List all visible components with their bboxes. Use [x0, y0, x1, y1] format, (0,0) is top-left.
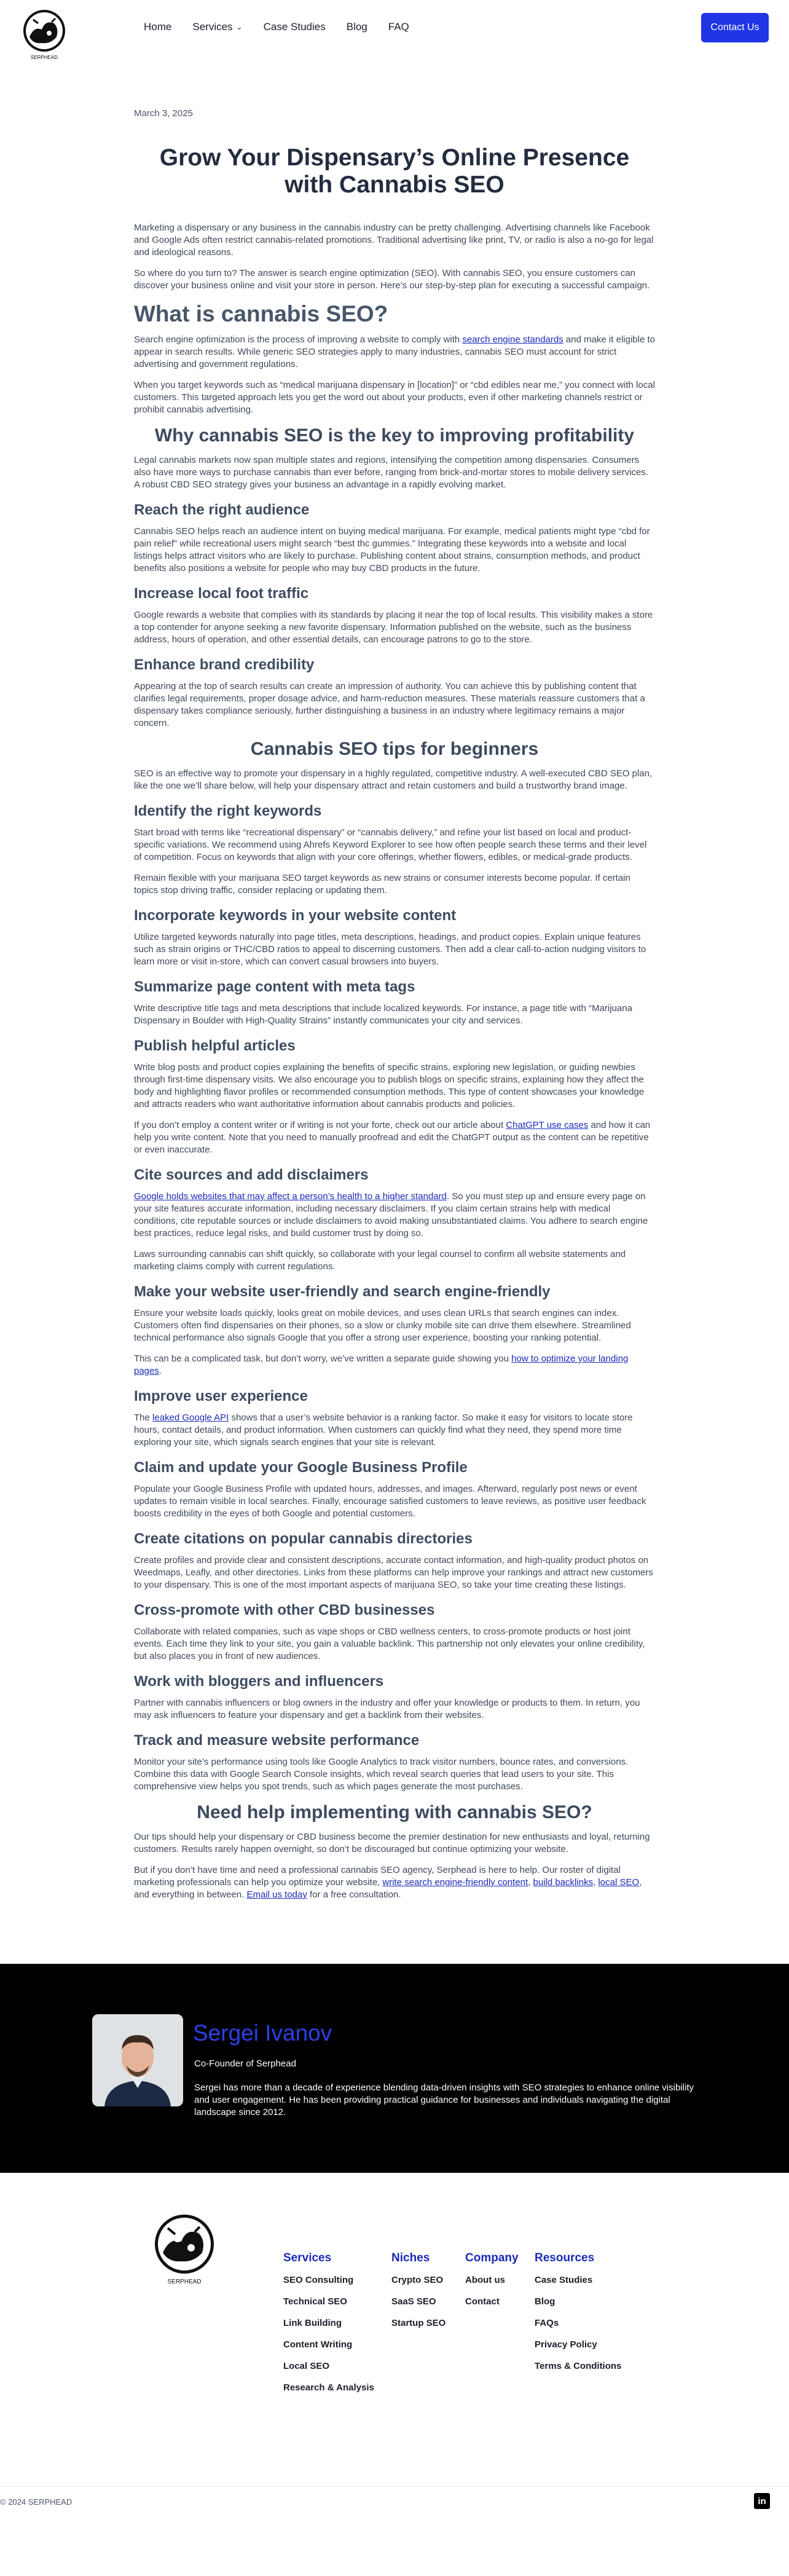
- footer-link[interactable]: About us: [465, 2275, 505, 2285]
- paragraph: SEO is an effective way to promote your dispensary in a highly regulated, competitive industry. A well-executed CBD SEO plan, like the one we’ll share below, will help your dispensary attract and retain customers and build a trustworthy brand image.: [134, 768, 653, 791]
- author-role: Co-Founder of Serphead: [194, 2058, 296, 2069]
- footer-link[interactable]: Privacy Policy: [535, 2339, 597, 2350]
- subsection-heading: Track and measure website performance: [134, 1732, 420, 1749]
- paragraph: Write blog posts and product copies explaining the benefits of specific strains, exploring new legislation, or guiding newbies through first-time dispensary visits. We also encourage you to publish blogs on specific strains, explaining how they affect the body and highlighting flavor profiles or recommended consumption methods. This type of content showcases your knowledge and attracts readers who want authoritative information about cannabis products and policies.: [134, 1062, 645, 1109]
- footer-column-title: Niches: [391, 2251, 430, 2264]
- main-nav: [144, 21, 409, 33]
- subsection-heading: Claim and update your Google Business Profile: [134, 1459, 468, 1476]
- author-avatar: [92, 2014, 183, 2106]
- paragraph: Utilize targeted keywords naturally into page titles, meta descriptions, headings, and product copies. Explain unique features such as strain origins or THC/CBD ratios to appeal to discerning customers. Then add a clear call-to-action nudging visitors to learn more or visit in-store, which can convert casual browsers into buyers.: [134, 932, 646, 967]
- nav-home[interactable]: Home: [144, 21, 172, 33]
- text: Search engine optimization is the process of improving a website to comply with: [134, 334, 463, 345]
- section-heading: What is cannabis SEO?: [134, 301, 388, 326]
- paragraph: Google rewards a website that complies with its standards by placing it near the top of local results. This visibility makes a store a top contender for anyone seeking a new favorite dispensary. Information published on the website, such as the business address, hours of operation, and other essential details, can encourage patrons to go to the store.: [134, 610, 653, 645]
- blog-article: [134, 108, 655, 1901]
- footer-link[interactable]: Local SEO: [283, 2361, 330, 2371]
- page-title: Grow Your Dispensary’s Online Presence with Cannabis SEO: [159, 144, 630, 198]
- subsection-heading: Improve user experience: [134, 1388, 308, 1404]
- subsection-heading: Incorporate keywords in your website content: [134, 907, 457, 924]
- subsection-heading: Create citations on popular cannabis directories: [134, 1530, 473, 1547]
- paragraph: Monitor your site’s performance using tools like Google Analytics to track visitor numbers, bounce rates, and conversions. Combine this data with Google Search Console insights, which reveal search queries that lead users to your site. This comprehensive view helps you spot trends, such as which pages generate the most purchases.: [134, 1757, 629, 1792]
- footer-link[interactable]: Case Studies: [535, 2275, 593, 2285]
- paragraph: Remain flexible with your marijuana SEO target keywords as new strains or consumer interests become popular. If certain topics stop driving traffic, consider replacing or updating them.: [134, 873, 630, 896]
- footer-link[interactable]: SaaS SEO: [391, 2296, 436, 2307]
- paragraph: Partner with cannabis influencers or blog owners in the industry and offer your knowledge or products to them. In return, you may ask influencers to feature your dispensary and get a backlink from their websites.: [134, 1698, 640, 1720]
- contact-us-button[interactable]: Contact Us: [701, 13, 769, 42]
- subsection-heading: Increase local foot traffic: [134, 585, 309, 602]
- footer-link[interactable]: Research & Analysis: [283, 2382, 374, 2393]
- paragraph: Collaborate with related companies, such as vape shops or CBD wellness centers, to cross-promote products or host joint events. Each time they link to your site, you gain a valuable backlink. This partnership not only elevates your online credibility, but also places you in front of new audiences.: [134, 1626, 645, 1661]
- paragraph: [134, 1191, 655, 1240]
- author-name: Sergei Ivanov: [193, 2020, 332, 2046]
- footer-link[interactable]: Link Building: [283, 2318, 342, 2328]
- footer-column-services: [283, 2251, 374, 2404]
- intro-paragraph: Marketing a dispensary or any business in the cannabis industry can be pretty challenging. Advertising channels like Facebook and Google Ads often restrict cannabis-related promotions. Traditional advertising like print, TV, or radio is also a no-go for legal and ideological reasons.: [134, 223, 654, 258]
- footer-link[interactable]: Contact: [465, 2296, 500, 2307]
- section-heading: Why cannabis SEO is the key to improving profitability: [154, 425, 635, 446]
- subsection-heading: Identify the right keywords: [134, 803, 322, 819]
- footer-link[interactable]: Startup SEO: [391, 2318, 446, 2328]
- author-box: [0, 1964, 789, 2173]
- paragraph: [134, 1353, 655, 1377]
- subsection-heading: Work with bloggers and influencers: [134, 1673, 384, 1690]
- chatgpt-use-cases-link[interactable]: ChatGPT use cases: [506, 1120, 589, 1130]
- footer-column-title: Resources: [535, 2251, 595, 2264]
- email-us-link[interactable]: Email us today: [246, 1889, 307, 1900]
- text: and how it can help you write content. Note that you need to manually proofread and edit the ChatGPT output as the content can be repetitive or even inaccurate.: [134, 1120, 651, 1155]
- paragraph: [134, 1864, 655, 1901]
- paragraph: Ensure your website loads quickly, looks great on mobile devices, and uses clean URLs that search engines can index. Customers often find dispensaries on their phones, so a slow or clunky mobile site can drive them elsewhere. Streamlined technical performance also signals Google that you offer a strong user experience, boosting your ranking potential.: [134, 1308, 631, 1343]
- nav-case-studies[interactable]: Case Studies: [263, 21, 326, 33]
- footer-link[interactable]: Terms & Conditions: [535, 2361, 622, 2371]
- paragraph: Appearing at the top of search results can create an impression of authority. You can achieve this by publishing content that clarifies legal requirements, proper dosage advice, and harm-reduction measures. These materials reassure customers that a dispensary takes compliance seriously, further distinguishing a business in an industry where legitimacy remains a major concern.: [134, 681, 645, 728]
- text: If you don’t employ a content writer or if writing is not your forte, check out our article about: [134, 1120, 506, 1130]
- text: , and everything in between.: [134, 1877, 642, 1900]
- paragraph: Legal cannabis markets now span multiple states and regions, intensifying the competition among dispensaries. Consumers also have more ways to purchase cannabis than ever before, ranging from brick-and-mortar stores to mobile delivery services. A robust CBD SEO strategy gives your business an advantage in a rapidly evolving market.: [134, 455, 649, 490]
- paragraph: [134, 1119, 655, 1156]
- text: and make it eligible to appear in search results. While generic SEO strategies apply to many industries, cannabis SEO must account for strict advertising and government regulations.: [134, 334, 655, 369]
- paragraph: When you target keywords such as “medical marijuana dispensary in [location]” or “cbd edibles near me,” you connect with local customers. This targeted approach lets you get the word out about your products, even if other marketing channels restrict or prohibit cannabis advertising.: [134, 380, 655, 415]
- subsection-heading: Make your website user-friendly and search engine-friendly: [134, 1283, 551, 1300]
- search-engine-standards-link[interactable]: search engine standards: [462, 334, 563, 345]
- svg-text:SERPHEAD: SERPHEAD: [167, 2279, 202, 2285]
- subsection-heading: Cite sources and add disclaimers: [134, 1167, 369, 1183]
- linkedin-icon[interactable]: in: [754, 2493, 770, 2509]
- nav-services[interactable]: [192, 21, 242, 33]
- serphead-logo[interactable]: [21, 7, 68, 61]
- google-health-standard-link[interactable]: Google holds websites that may affect a person’s health to a higher standard: [134, 1191, 447, 1202]
- paragraph: [134, 334, 655, 371]
- footer-column-title: Company: [465, 2251, 519, 2264]
- text: ,: [593, 1877, 599, 1888]
- nav-blog[interactable]: Blog: [346, 21, 367, 33]
- footer-serphead-logo[interactable]: [151, 2212, 218, 2287]
- text: This can be a complicated task, but don’t worry, we’ve written a separate guide showing you: [134, 1353, 512, 1364]
- subsection-heading: Publish helpful articles: [134, 1038, 296, 1054]
- chevron-down-icon: ⌄: [236, 23, 243, 31]
- footer-column-company: [465, 2251, 519, 2318]
- text: The: [134, 1412, 153, 1423]
- section-heading: Cannabis SEO tips for beginners: [250, 739, 539, 759]
- paragraph: Laws surrounding cannabis can shift quickly, so collaborate with your legal counsel to confirm all website statements and marketing claims comply with current regulations.: [134, 1249, 626, 1272]
- paragraph: Start broad with terms like “recreational dispensary” or “cannabis delivery,” and refine your list based on local and product-specific variations. We recommend using Ahrefs Keyword Explorer to see how often people search these terms and their level of competition. Focus on keywords that align with your core offerings, whether flowers, edibles, or medical-grade products.: [134, 827, 647, 862]
- nav-services-label: Services: [192, 21, 233, 33]
- subsection-heading: Reach the right audience: [134, 502, 310, 518]
- text: But if you don’t have time and need a professional cannabis SEO agency, Serphead is here to help. Our roster of digital marketing professionals can help you optimize your website,: [134, 1865, 621, 1888]
- footer-link[interactable]: Crypto SEO: [391, 2275, 444, 2285]
- subsection-heading: Cross-promote with other CBD businesses: [134, 1602, 435, 1618]
- nav-faq[interactable]: FAQ: [388, 21, 409, 33]
- post-date: March 3, 2025: [134, 108, 193, 119]
- text: for a free consultation.: [307, 1889, 401, 1900]
- paragraph: Create profiles and provide clear and consistent descriptions, accurate contact information, and high-quality product photos on Weedmaps, Leafly, and other directories. Links from these platforms can help improve your rankings and attract new customers to your dispensary. This is one of the most important aspects of marijuana SEO, so take your time creating these listings.: [134, 1555, 653, 1590]
- svg-text:SERPHEAD: SERPHEAD: [30, 55, 58, 60]
- local-seo-link[interactable]: local SEO: [598, 1877, 640, 1888]
- write-content-link[interactable]: write search engine-friendly content: [382, 1877, 528, 1888]
- paragraph: Our tips should help your dispensary or CBD business become the premier destination for new enthusiasts and loyal, returning customers. Results rarely happen overnight, so don’t be discouraged but continue optimizing your website.: [134, 1832, 650, 1854]
- text: .: [159, 1366, 162, 1376]
- site-header: [0, 0, 789, 108]
- paragraph: Write descriptive title tags and meta descriptions that include localized keywords. For instance, a page title with “Marijuana Dispensary in Boulder with High-Quality Strains” instantly communicates your city and services.: [134, 1003, 632, 1026]
- copyright: © 2024 SERPHEAD: [0, 2497, 73, 2507]
- paragraph: Populate your Google Business Profile with updated hours, addresses, and images. Afterward, regularly post news or event updates to remain visible in local searches. Finally, encourage satisfied customers to leave reviews, as positive user feedback boosts credibility in the eyes of both Google and potential customers.: [134, 1484, 646, 1519]
- footer-column-title: Services: [283, 2251, 332, 2264]
- subsection-heading: Summarize page content with meta tags: [134, 979, 415, 995]
- site-footer: [0, 2173, 789, 2532]
- footer-link[interactable]: SEO Consulting: [283, 2275, 354, 2285]
- optimize-landing-pages-link[interactable]: how to optimize your landing pages: [134, 1353, 629, 1376]
- text: shows that a user’s website behavior is a ranking factor. So make it easy for visitors to locate store hours, contact details, and product information. When customers can quickly find what they need, they spend more time exploring your site, which signals search engines that your site is relevant.: [134, 1412, 633, 1448]
- author-bio: Sergei has more than a decade of experience blending data-driven insights with SEO strategies to enhance online visibility and user engagement. He has been providing practical guidance for businesses and individuals navigating the digital landscape since 2012.: [194, 2082, 694, 2117]
- footer-column-niches: [391, 2251, 446, 2339]
- build-backlinks-link[interactable]: build backlinks: [533, 1877, 594, 1888]
- footer-link[interactable]: Blog: [535, 2296, 555, 2307]
- text: . So you must step up and ensure every page on your site features accurate information, including necessary disclaimers. If you claim certain strains help with medical conditions, cite reputable sources or include disclaimers to avoid making unsubstantiated claims. You adhere to search engine best practices, reduce legal risks, and build customer trust by doing so.: [134, 1191, 648, 1239]
- intro-paragraph: So where do you turn to? The answer is search engine optimization (SEO). With cannabis SEO, you ensure customers can discover your business online and visit your store in person. Here’s our step-by-step plan for executing a successful campaign.: [134, 268, 650, 291]
- footer-link[interactable]: Content Writing: [283, 2339, 353, 2350]
- subsection-heading: Enhance brand credibility: [134, 656, 315, 673]
- paragraph: [134, 1412, 655, 1449]
- section-heading: Need help implementing with cannabis SEO?: [197, 1802, 592, 1822]
- footer-column-resources: [535, 2251, 621, 2382]
- paragraph: Cannabis SEO helps reach an audience intent on buying medical marijuana. For example, medical patients might type “cbd for pain relief” while recreational users might search “best thc gummies.” Integrating these keywords into a website and local listings helps attract visitors who are likely to purchase. Publishing content about strains, consumption methods, and product benefits also positions a website for people who may buy CBD products in the future.: [134, 526, 650, 573]
- footer-divider: [0, 2486, 789, 2487]
- leaked-google-api-link[interactable]: leaked Google API: [152, 1412, 229, 1423]
- footer-link[interactable]: Technical SEO: [283, 2296, 347, 2307]
- footer-link[interactable]: FAQs: [535, 2318, 559, 2328]
- text: ,: [528, 1877, 533, 1888]
